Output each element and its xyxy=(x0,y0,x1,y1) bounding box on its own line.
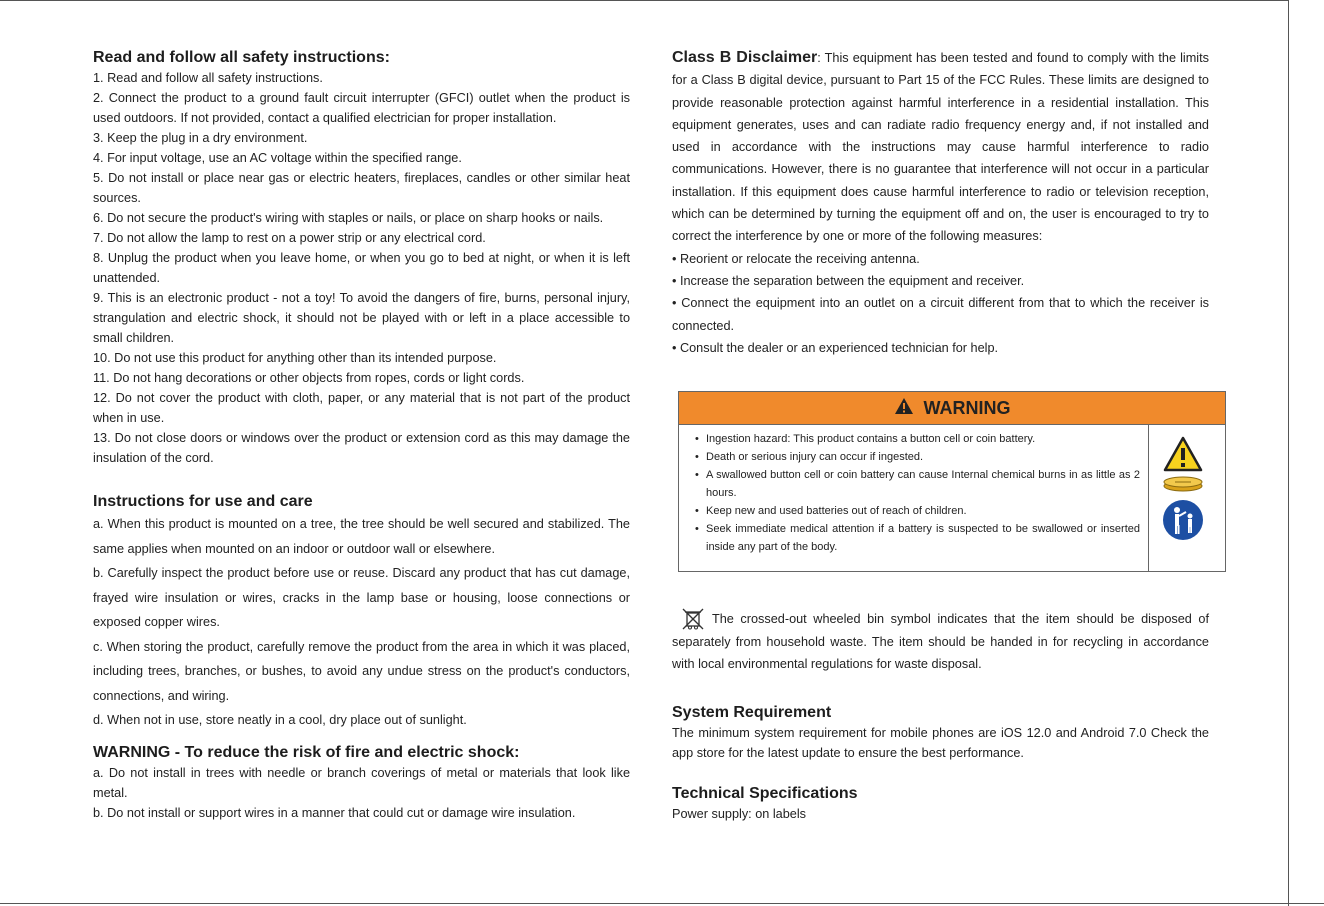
safety-item: 11. Do not hang decorations or other objects from ropes, cords or light cords. xyxy=(93,371,525,385)
warning-header xyxy=(679,392,1225,425)
disposal-text: The crossed-out wheeled bin symbol indicates that the item should be disposed of separately from household waste. The item should be handed in for recycling in accordance with local environmental regulations for waste disposal. xyxy=(672,612,1209,671)
fire-warning-item: a. Do not install in trees with needle or branch coverings of metal or materials that look like metal. xyxy=(93,765,630,800)
measure-item: • Consult the dealer or an experienced technician for help. xyxy=(672,340,999,355)
measures-list xyxy=(672,248,1209,359)
page-border-right xyxy=(1288,0,1289,906)
coin-battery-icon xyxy=(1163,476,1203,492)
care-item: c. When storing the product, carefully remove the product from the area in which it was placed, including trees, branches, or bushes, to avoid any undue stress on the product's conductors, connections, and wiring. xyxy=(93,639,630,703)
safety-list xyxy=(93,68,630,468)
warning-item: • Ingestion hazard: This product contains a button cell or coin battery. xyxy=(697,430,1140,448)
fire-warning-title: WARNING - To reduce the risk of fire and electric shock: xyxy=(93,743,520,761)
technical-specifications-section xyxy=(672,784,1209,824)
disposal-notice xyxy=(672,608,1209,676)
sysreq-title: System Requirement xyxy=(672,704,832,721)
warning-icons xyxy=(1149,424,1225,571)
disclaimer-text: : This equipment has been tested and found to comply with the limits for a Class B digital device, pursuant to Part 15 of the FCC Rules. These limits are designed to provide reasonable protection against harmful interference in a residential installation. This equipment generates, uses and can radiate radio frequency energy and, if not installed and used in accordance with the instructions may cause harmful interference to radio communications. However, there is no guarantee that interference will not occur in a particular installation. If this equipment does cause harmful interference to radio or television reception, which can be determined by turning the equipment off and on, the user is encouraged to try to correct the interference by one or more of the following measures: xyxy=(672,51,1209,244)
warning-item: • Seek immediate medical attention if a battery is suspected to be swallowed or inserted inside any part of the body. xyxy=(697,520,1140,556)
page-border-bottom xyxy=(0,903,1324,904)
warning-triangle-icon xyxy=(1163,436,1203,472)
system-requirement-section xyxy=(672,703,1209,763)
care-title: Instructions for use and care xyxy=(93,493,313,510)
page-border-top xyxy=(0,0,1289,1)
warning-list xyxy=(687,430,1140,556)
measure-item: • Reorient or relocate the receiving antenna. xyxy=(672,251,920,266)
warning-title: WARNING xyxy=(923,397,1011,418)
safety-title: Read and follow all safety instructions: xyxy=(93,49,390,66)
sysreq-text: The minimum system requirement for mobile phones are iOS 12.0 and Android 7.0 Check the app store for the latest update to ensure the best performance. xyxy=(672,726,1209,760)
warning-item: • A swallowed button cell or coin battery can cause Internal chemical burns in as little as 2 hours. xyxy=(697,466,1140,502)
safety-item: 7. Do not allow the lamp to rest on a power strip or any electrical cord. xyxy=(93,231,486,245)
warning-triangle-icon xyxy=(894,397,914,420)
safety-item: 6. Do not secure the product's wiring with staples or nails, or place on sharp hooks or nails. xyxy=(93,211,604,225)
care-item: d. When not in use, store neatly in a cool, dry place out of sunlight. xyxy=(93,713,467,727)
measure-item: • Increase the separation between the equipment and receiver. xyxy=(672,273,1025,288)
safety-item: 4. For input voltage, use an AC voltage within the specified range. xyxy=(93,151,462,165)
fire-warning-item: b. Do not install or support wires in a manner that could cut or damage wire insulation. xyxy=(93,805,576,820)
right-column xyxy=(672,47,1209,359)
techspec-title: Technical Specifications xyxy=(672,785,858,802)
warning-item: • Death or serious injury can occur if ingested. xyxy=(697,448,1140,466)
care-item: b. Carefully inspect the product before use or reuse. Discard any product that has cut damage, frayed wire insulation or wires, cracks in the lamp base or housing, loose connections or exposed copper wires. xyxy=(93,566,630,629)
safety-item: 1. Read and follow all safety instructions. xyxy=(93,71,323,85)
safety-item: 2. Connect the product to a ground fault circuit interrupter (GFCI) outlet when the product is used outdoors. If not provided, contact a qualified electrician for proper installation. xyxy=(93,91,630,125)
safety-item: 5. Do not install or place near gas or electric heaters, fireplaces, candles or other similar heat sources. xyxy=(93,171,630,205)
measure-item: • Connect the equipment into an outlet on a circuit different from that to which the receiver is connected. xyxy=(672,296,1209,333)
fcc-disclaimer xyxy=(672,47,1209,248)
left-column xyxy=(93,48,630,823)
safety-item: 10. Do not use this product for anything other than its intended purpose. xyxy=(93,351,497,365)
techspec-text: Power supply: on labels xyxy=(672,807,806,821)
care-item: a. When this product is mounted on a tree, the tree should be well secured and stabilized. The same applies when mounted on an indoor or outdoor wall or elsewhere. xyxy=(93,517,630,556)
safety-item: 3. Keep the plug in a dry environment. xyxy=(93,131,308,145)
safety-item: 8. Unplug the product when you leave home, or when you go to bed at night, or when it is left unattended. xyxy=(93,251,630,285)
disclaimer-lead: Class B Disclaimer xyxy=(672,49,818,66)
keep-away-from-children-icon xyxy=(1162,499,1204,541)
safety-item: 9. This is an electronic product - not a toy! To avoid the dangers of fire, burns, personal injury, strangulation and electric shock, it should not be played with or left in a place accessible to small children. xyxy=(93,291,630,345)
fire-warning-list xyxy=(93,763,630,823)
safety-item: 13. Do not close doors or windows over the product or extension cord as this may damage the insulation of the cord. xyxy=(93,431,630,465)
safety-item: 12. Do not cover the product with cloth, paper, or any material that is not part of the product when in use. xyxy=(93,391,630,425)
warning-body xyxy=(679,424,1149,571)
warning-item: • Keep new and used batteries out of reach of children. xyxy=(697,502,1140,520)
care-list xyxy=(93,512,630,733)
battery-warning-box xyxy=(678,391,1226,572)
